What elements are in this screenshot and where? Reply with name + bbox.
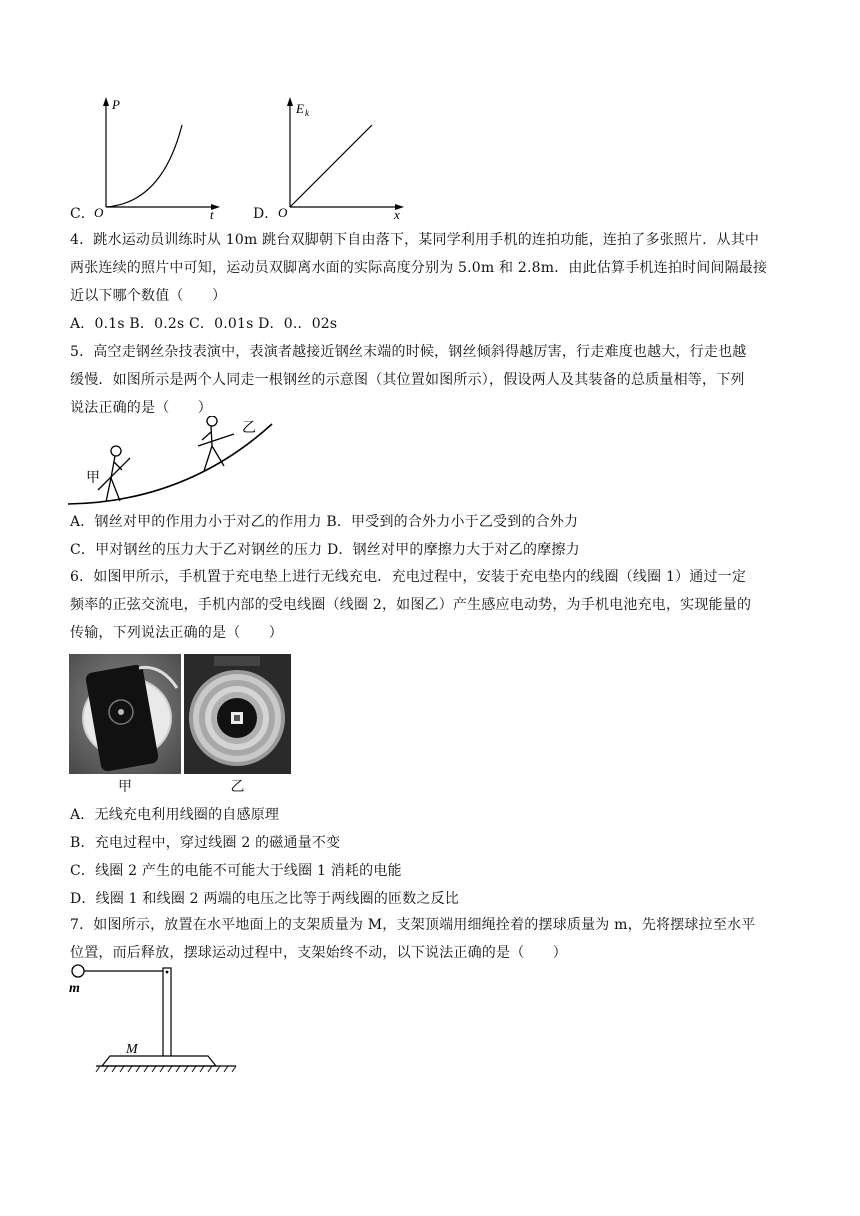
- q5-options-cd: C．甲对钢丝的压力大于乙对钢丝的压力 D．钢丝对甲的摩擦力大于对乙的摩擦力: [70, 542, 580, 558]
- graph-c-ylabel: P: [112, 97, 120, 112]
- graph-c-curve: [106, 125, 182, 207]
- q5-line-1: 5．高空走钢丝杂技表演中，表演者越接近钢丝末端的时候，钢丝倾斜得越厉害，行走难度也越大，行走也越: [70, 344, 747, 360]
- label-m: m: [69, 981, 80, 996]
- option-d-label: D．: [253, 206, 279, 222]
- tightrope-figure: [66, 416, 286, 508]
- graph-c-xlabel: t: [210, 207, 214, 220]
- q5-options-ab: A．钢丝对甲的作用力小于对乙的作用力 B．甲受到的合外力小于乙受到的合外力: [70, 514, 579, 530]
- graph-d-ylabel-sub: k: [305, 108, 309, 118]
- q6-option-c: C．线圈 2 产生的电能不可能大于线圈 1 消耗的电能: [70, 863, 402, 879]
- q5-line-3: 说法正确的是（ ）: [70, 400, 212, 416]
- photo-receiver-coil: [184, 654, 291, 774]
- pendulum-ball: [72, 965, 84, 977]
- q6-line-2: 频率的正弦交流电，手机内部的受电线圈（线圈 2，如图乙）产生感应电动势，为手机电池充电，实现能量的: [70, 597, 752, 613]
- pendulum-stand-figure: [66, 962, 246, 1078]
- graph-c-origin: O: [94, 205, 104, 220]
- q6-line-1: 6．如图甲所示，手机置于充电垫上进行无线充电．充电过程中，安装于充电垫内的线圈（线圈 1）通过一定: [70, 569, 747, 585]
- graph-c-y-arrow: [103, 97, 109, 106]
- q4-options: A．0.1s B．0.2s C．0.01s D．0.．02s: [70, 316, 338, 332]
- caption-yi: 乙: [230, 779, 245, 795]
- q4-line-2: 两张连续的照片中可知，运动员双脚离水面的实际高度分别为 5.0m 和 2.8m．由此估算手机连拍时间间隔最接: [70, 260, 768, 276]
- q7-line-1: 7．如图所示，放置在水平地面上的支架质量为 M，支架顶端用细绳拴着的摆球质量为 m，先将摆球拉至水平: [70, 917, 756, 933]
- ground-hatching: [96, 1066, 236, 1072]
- q5-line-2: 缓慢．如图所示是两个人同走一根钢丝的示意图（其位置如图所示），假设两人及其装备的总质量相等，下列: [70, 372, 745, 388]
- tightrope-wire: [68, 424, 272, 504]
- stand-base: [102, 1056, 216, 1066]
- q7-line-2: 位置，而后释放，摆球运动过程中，支架始终不动，以下说法正确的是（ ）: [70, 945, 567, 961]
- q6-line-3: 传输，下列说法正确的是（ ）: [70, 625, 283, 641]
- label-M: M: [126, 1042, 138, 1057]
- label-yi: 乙: [242, 421, 256, 436]
- walker-yi: [198, 416, 234, 471]
- walker-jia: [98, 446, 130, 502]
- q6-option-b: B．充电过程中，穿过线圈 2 的磁通量不变: [70, 835, 341, 851]
- graph-d-ylabel: E: [296, 101, 304, 116]
- option-c-label: C．: [70, 206, 95, 222]
- graph-c-power-time: [92, 95, 222, 220]
- q4-line-3: 近以下哪个数值（ ）: [70, 288, 227, 304]
- caption-jia: 甲: [118, 779, 132, 795]
- graph-d-y-arrow: [287, 97, 293, 106]
- graph-d-kinetic-energy-displacement: [276, 95, 406, 220]
- stand-post: [163, 968, 171, 1058]
- q6-option-a: A．无线充电利用线圈的自感原理: [70, 807, 280, 823]
- photo-phone-charging: [69, 654, 181, 774]
- graph-d-origin: O: [278, 205, 288, 220]
- graph-d-line: [290, 125, 372, 207]
- q4-line-1: 4．跳水运动员训练时从 10m 跳台双脚朝下自由落下，某同学利用手机的连拍功能，连拍了多张照片．从其中: [70, 232, 760, 248]
- label-jia: 甲: [86, 471, 100, 486]
- q6-option-d: D．线圈 1 和线圈 2 两端的电压之比等于两线圈的匝数之反比: [70, 891, 460, 907]
- graph-d-xlabel: x: [394, 207, 400, 220]
